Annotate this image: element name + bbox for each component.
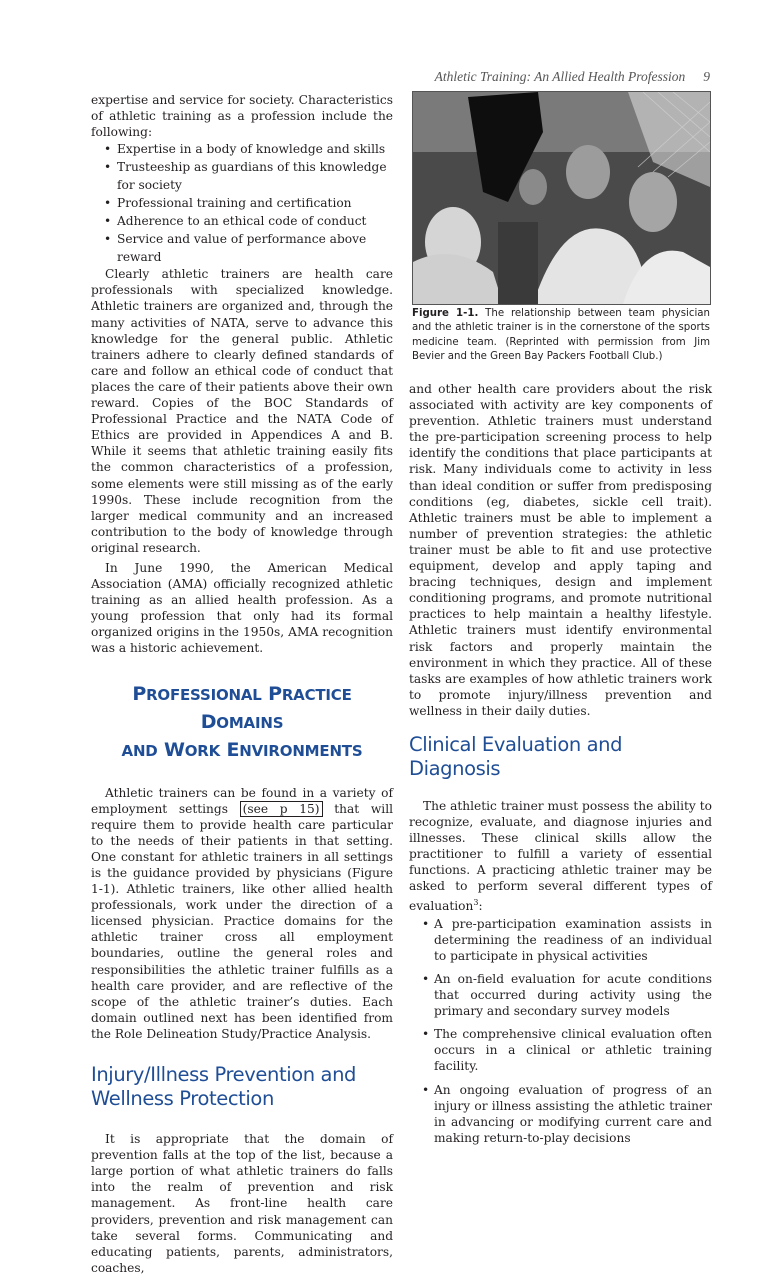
page-number: 9 (703, 69, 710, 84)
page-reference-link[interactable]: (see p 15) (240, 801, 323, 817)
figure-caption (412, 307, 710, 364)
list-item: • Expertise in a body of knowledge and skills (91, 140, 393, 158)
list-item: • Professional training and certification (91, 194, 393, 212)
evaluation-types-list (409, 916, 712, 1146)
list-item: • An ongoing evaluation of progress of an injury or illness assisting the athletic trainer in advancing or modifying current care and making return-to-play decisions (409, 1082, 712, 1146)
running-title: Athletic Training: An Allied Health Profession (434, 69, 686, 84)
paragraph: The athletic trainer must possess the ability to recognize, evaluate, and diagnose injuries and illnesses. These clinical skills allow the practitioner to fulfill a variety of essential functions. A practicing athletic trainer may be asked to perform several different types of evaluation$^3$: (409, 798, 712, 913)
paragraph: Clearly athletic trainers are health care professionals with specialized knowledge. Athletic trainers are organized and, through the many activities of NATA, serve to advance this knowledge for the general public. Athletic trainers adhere to clearly defined standards of care and follow an ethical code of conduct that places the care of their patients above their own reward. Copies of the BOC Standards of Professional Practice and the NATA Code of Ethics are provided in Appendices A and B. While it seems that athletic training easily fits the common characteristics of a profession, some elements were still missing as of the early 1990s. These include recognition from the larger medical community and an increased contribution to the body of knowledge through original research. (91, 267, 393, 555)
section-heading: PROFESSIONAL PRACTICE DOMAINS AND WORK ENVIRONMENTS (121, 682, 363, 761)
paragraph: It is appropriate that the domain of prevention falls at the top of the list, because a large portion of what athletic trainers do falls into the realm of prevention and risk management. As front-line health care providers, prevention and risk management can take several forms. Communicating and educating patients, parents, administrators, coaches, (91, 1132, 393, 1275)
list-item: • Trusteeship as guardians of this knowledge for society (91, 158, 393, 194)
list-item: • Adherence to an ethical code of conduct (91, 212, 393, 230)
right-column (409, 381, 712, 1153)
caption-text: The relationship between team physician and the athletic trainer is in the cornerstone of the sports medicine team. (Reprinted with permission from Jim Bevier and the Green Bay Packers Football Club.) (412, 308, 710, 362)
list-item: • The comprehensive clinical evaluation often occurs in a clinical or athletic training facility. (409, 1026, 712, 1074)
paragraph: In June 1990, the American Medical Association (AMA) officially recognized athletic training as an allied health profession. As a young profession that only had its formal organized origins in the 1950s, AMA recognition was a historic achievement. (91, 560, 393, 656)
figure-photo (412, 91, 711, 305)
subsection-heading: Clinical Evaluation and Diagnosis (409, 732, 623, 780)
paragraph: expertise and service for society. Characteristics of athletic training as a profession include the following: (91, 93, 393, 140)
list-item: • A pre-participation examination assists in determining the readiness of an individual to participate in physical activities (409, 916, 712, 964)
running-header (435, 69, 710, 85)
figure-label: Figure 1-1. (412, 308, 479, 319)
left-column (91, 92, 393, 1276)
subsection-heading: Injury/Illness Prevention and Wellness Protection (91, 1063, 357, 1111)
list-item: • Service and value of performance above reward (91, 230, 393, 266)
characteristics-list (91, 140, 393, 266)
photo-illustration (413, 92, 710, 304)
list-item: • An on-field evaluation for acute conditions that occurred during activity using the primary and secondary survey models (409, 971, 712, 1019)
paragraph: Athletic trainers can be found in a variety of employment settings (see p 15) that will require them to provide health care particular to the needs of their patients in that setting. One constant for athletic trainers in all settings is the guidance provided by physicians (Figure 1-1). Athletic trainers, like other allied health professionals, work under the direction of a licensed physician. Practice domains for the athletic trainer cross all employment boundaries, outline the general roles and responsibilities the athletic trainer fulfills as a health care provider, and are reflective of the scope of the athletic trainer’s duties. Each domain outlined next has been identified from the Role Delineation Study/Practice Analysis. (91, 785, 393, 1041)
paragraph: and other health care providers about the risk associated with activity are key components of prevention. Athletic trainers must understand the pre-participation screening process to help identify the conditions that place participants at risk. Many individuals come to activity in less than ideal condition or suffer from predisposing conditions (eg, diabetes, sickle cell trait). Athletic trainers must be able to implement a number of prevention strategies: the athletic trainer must be able to fit and use protective equipment, develop and apply taping and bracing techniques, design and implement conditioning programs, and promote nutritional practices to help maintain a healthy lifestyle. Athletic trainers must identify environmental risk factors and properly maintain the environment in which they practice. All of these tasks are examples of how athletic trainers work to promote injury/illness prevention and wellness in their daily duties. (409, 382, 712, 718)
